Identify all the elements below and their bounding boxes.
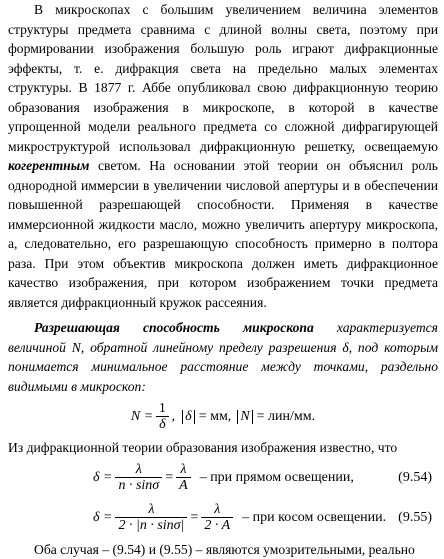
paragraph-resolution-definition	[8, 318, 438, 396]
unit-symbol-n: N	[237, 410, 252, 424]
eq954-den1: n · sinσ	[115, 477, 162, 494]
eq955-den2: 2 · A	[201, 517, 233, 534]
eq954-lhs: δ =	[93, 470, 112, 486]
eq954-number: (9.54)	[398, 470, 432, 486]
unit-symbol-delta: δ	[182, 410, 195, 424]
eq954-num1: λ	[134, 462, 144, 477]
eq954-equals: =	[165, 470, 173, 486]
eq954-fraction-1	[115, 462, 162, 494]
equation-9-54-body	[93, 462, 354, 494]
eq955-lhs: δ =	[93, 510, 112, 526]
paragraph-lead: Из дифракционной теории образования изображения известно, что	[8, 438, 438, 458]
equation-9-55-body	[93, 502, 386, 534]
eq955-fraction-1	[115, 502, 187, 534]
eq954-num2: λ	[178, 462, 188, 477]
paragraph-last: Оба случая – (9.54) и (9.55) – являются умозрительными, реально	[8, 540, 438, 559]
formula-fraction	[156, 401, 169, 433]
paragraph-abbe-text-end: светом. На основании этой теории он объяснил роль однородной иммерсии в увеличении числовой апертуры и в обеспечении повышенной разрешающей способности. Применяя в качестве иммерсионной жидкости масло, можно увеличить апертуру микроскопа, а, следовательно, его разрешающую способность примерно в полтора раза. При этом объектив микроскопа должен иметь дифракционное качество изображения, при котором изображением точки предмета является дифракционный кружок рассеяния.	[8, 158, 438, 310]
unit-value-n: = лин/мм.	[257, 409, 315, 425]
paragraph-abbe-theory	[8, 0, 438, 312]
formula-resolution: N = $\frac{1}{\delta}$ , δ = мм, N = лин/мм.	[8, 398, 438, 436]
eq955-fraction-2	[201, 502, 233, 534]
eq954-note: – при прямом освещении,	[200, 470, 354, 486]
eq955-note: – при косом освещении.	[242, 510, 386, 526]
fraction-numerator: 1	[157, 401, 168, 416]
equation-9-54	[8, 458, 438, 498]
eq955-number: (9.55)	[398, 510, 432, 526]
eq955-num1: λ	[146, 502, 156, 517]
eq955-den1: 2 · |n · sinσ|	[115, 517, 187, 534]
bold-term-coherent: когерентным	[8, 158, 89, 173]
bold-term-resolution: Разрешающая способность микроскопа	[34, 320, 314, 335]
eq955-equals: =	[190, 510, 198, 526]
formula-lhs: N =	[131, 409, 153, 425]
paragraph-abbe-text: В микроскопах с большим увеличением величина элементов структуры предмета сравнима с длиной волны света, поэтому при формировании изображения большую роль играют дифракционные эффекты, т. е. дифракция света на предельно малых элементах структуры. В 1877 г. Аббе опубликовал свою дифракционную теорию образования изображения в микроскопе, в которой в качестве упрощенной модели реального предмета со сложной дифрагирующей микроструктурой использовал дифракционную решетку, освещаемую	[8, 2, 438, 154]
eq955-num2: λ	[212, 502, 222, 517]
fraction-denominator: δ	[156, 416, 169, 433]
unit-value-delta: = мм,	[199, 409, 232, 425]
definition-text: характеризуется величиной N, обратной линейному пределу разрешения δ, под которым понимается минимальное расстояние между точками, раздельно видимыми в микроскоп:	[8, 320, 438, 394]
eq954-den2: A	[176, 477, 191, 494]
eq954-fraction-2	[176, 462, 191, 494]
